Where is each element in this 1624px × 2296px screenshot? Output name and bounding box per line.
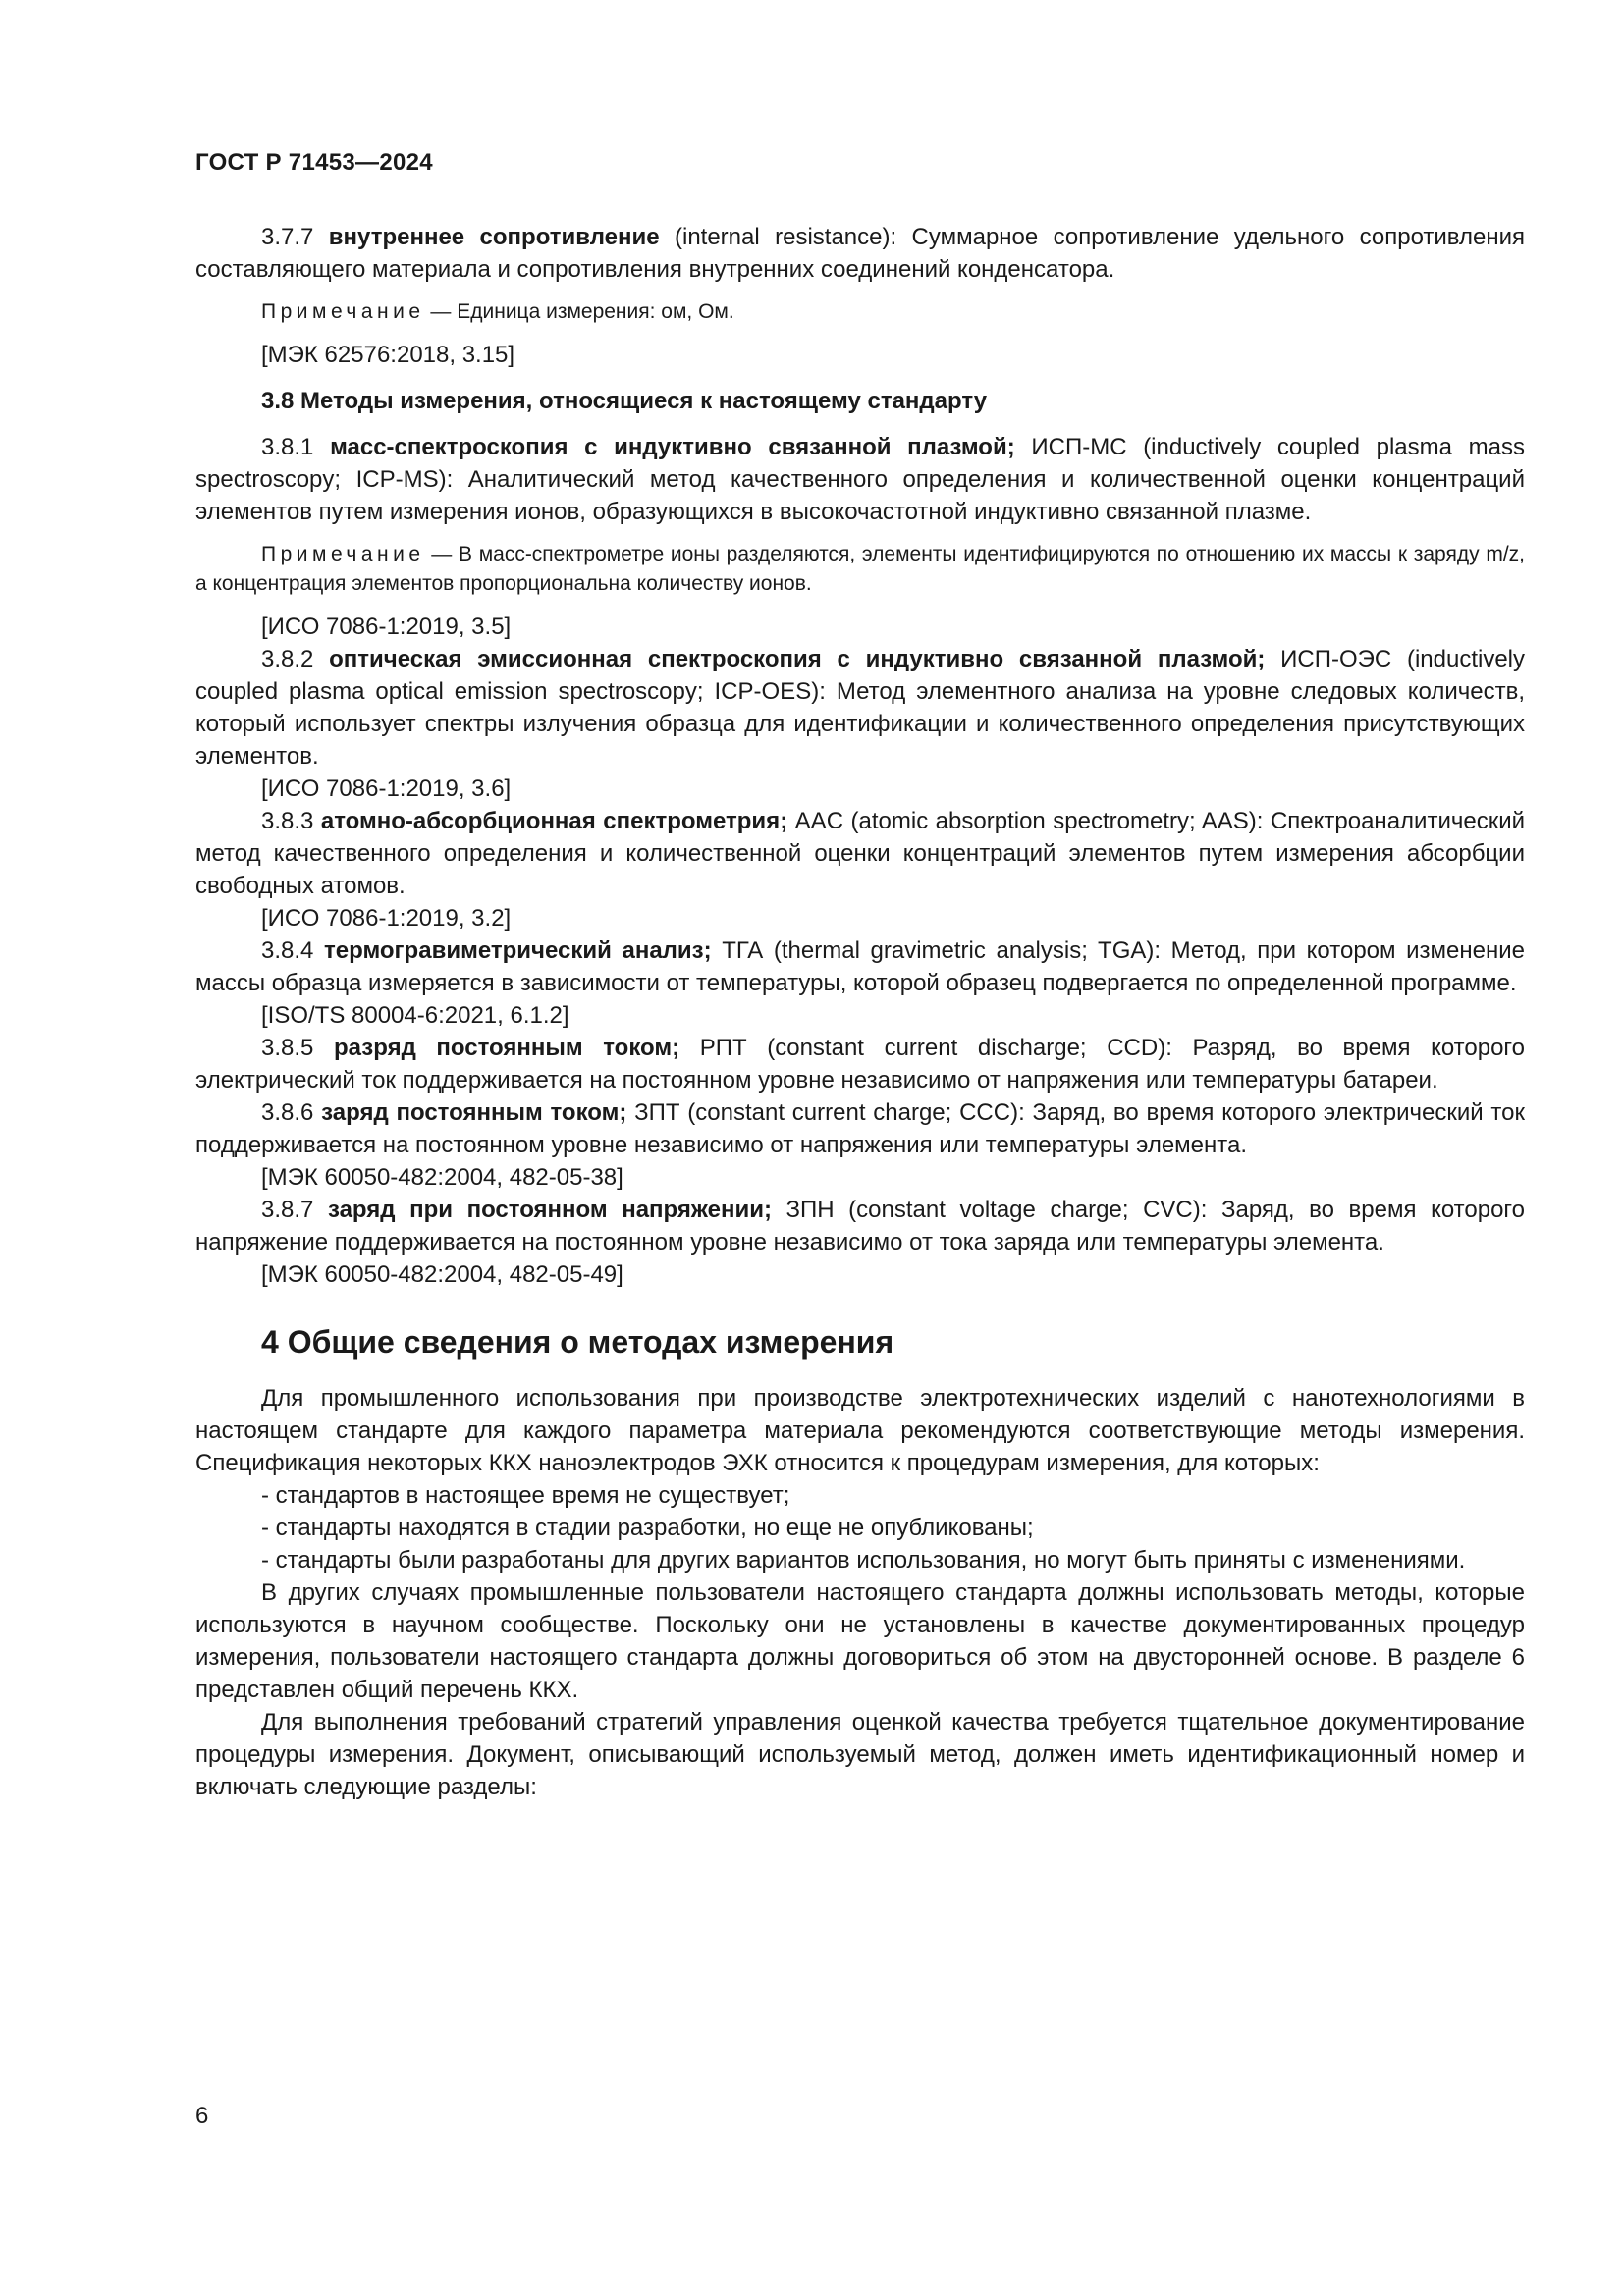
reference-3-8-6: [МЭК 60050-482:2004, 482-05-38]	[261, 1164, 623, 1191]
clause-3-8-1	[195, 431, 1525, 528]
clause-number: 3.7.7	[261, 224, 314, 250]
reference-3-7-7: [МЭК 62576:2018, 3.15]	[261, 342, 515, 368]
clause-3-8-5	[195, 1032, 1525, 1096]
reference-3-8-7: [МЭК 60050-482:2004, 482-05-49]	[261, 1261, 623, 1288]
clause-number: 3.8.7	[261, 1197, 314, 1223]
clause-number: 3.8.2	[261, 646, 314, 672]
note-units	[195, 297, 1525, 327]
note-label: Примечание	[261, 543, 425, 565]
term: атомно-абсорбционная спектрометрия;	[320, 808, 788, 834]
clause-number: 3.8.1	[261, 434, 314, 460]
reference-3-8-2: [ИСО 7086-1:2019, 3.6]	[261, 775, 512, 802]
clause-number: 3.8.4	[261, 937, 314, 964]
clause-3-8-6	[195, 1096, 1525, 1161]
list-item: - стандарты были разработаны для других вариантов использования, но могут быть приняты с изменениями.	[261, 1547, 1466, 1574]
term: заряд при постоянном напряжении;	[327, 1197, 772, 1223]
definition: AAC (atomic absorption spectrometry; AAS): Спектроаналитический метод качественного определения и количественной оценки концентраций элементов путем измерения абсорбции свободных атомов.	[195, 808, 1526, 899]
term: разряд постоянным током;	[334, 1035, 680, 1061]
term: оптическая эмиссионная спектроскопия с индуктивно связанной плазмой;	[329, 646, 1266, 672]
note-label: Примечание	[261, 300, 425, 323]
subsection-3-8-heading: 3.8 Методы измерения, относящиеся к настоящему стандарту	[261, 388, 988, 414]
list-item: - стандартов в настоящее время не существует;	[261, 1482, 790, 1509]
definition: РПТ (constant current discharge; CCD): Разряд, во время которого электрический ток поддерживается на постоянном уровне независимо от напряжения или температуры батареи.	[195, 1035, 1526, 1094]
section-4-paragraph-3: Для выполнения требований стратегий управления оценкой качества требуется тщательное документирование процедуры измерения. Документ, описывающий используемый метод, должен иметь идентификационный номер и включать следующие разделы:	[195, 1709, 1525, 1800]
note-mass-spectrometer	[195, 540, 1525, 599]
term: масс-спектроскопия с индуктивно связанной плазмой;	[330, 434, 1015, 460]
reference-3-8-1: [ИСО 7086-1:2019, 3.5]	[261, 614, 512, 640]
term: термогравиметрический анализ;	[324, 937, 712, 964]
section-4-paragraph-2: В других случаях промышленные пользователи настоящего стандарта должны использовать методы, которые используются в научном сообществе. Поскольку они не установлены в качестве документированных процедур измерения, пользователи настоящего стандарта должны договориться об этом на двусторонней основе. В разделе 6 представлен общий перечень ККХ.	[195, 1579, 1525, 1703]
clause-3-7-7	[195, 221, 1525, 286]
clause-3-8-2	[195, 643, 1525, 773]
definition: (internal resistance): Суммарное сопротивление удельного сопротивления составляющего материала и сопротивления внутренних соединений конденсатора.	[195, 224, 1526, 283]
document-body	[195, 221, 1525, 1803]
clause-3-8-4	[195, 934, 1525, 999]
definition: ЗПН (constant voltage charge; CVC): Заряд, во время которого напряжение поддерживается на постоянном уровне независимо от тока заряда или температуры элемента.	[195, 1197, 1526, 1255]
list-item: - стандарты находятся в стадии разработки, но еще не опубликованы;	[261, 1515, 1034, 1541]
page-number: 6	[195, 2103, 209, 2129]
document-header: ГОСТ Р 71453—2024	[195, 149, 433, 176]
note-text: — Единица измерения: ом, Ом.	[424, 300, 734, 323]
clause-3-8-7	[195, 1194, 1525, 1258]
clause-3-8-3	[195, 805, 1525, 902]
definition: ИСП-ОЭС (inductively coupled plasma optical emission spectroscopy; ICP-OES): Метод элементного анализа на уровне следовых количеств, который использует спектры излучения образца для идентификации и количественного определения присутствующих элементов.	[195, 646, 1526, 770]
section-4-heading: 4 Общие сведения о методах измерения	[261, 1324, 894, 1360]
clause-number: 3.8.6	[261, 1099, 314, 1126]
reference-3-8-3: [ИСО 7086-1:2019, 3.2]	[261, 905, 512, 932]
definition: ТГА (thermal gravimetric analysis; TGA): Метод, при котором изменение массы образца измеряется в зависимости от температуры, которой образец подвергается по определенной программе.	[195, 937, 1525, 996]
term: внутреннее сопротивление	[328, 224, 660, 250]
term: заряд постоянным током;	[321, 1099, 627, 1126]
definition: ЗПТ (constant current charge; CCC): Заряд, во время которого электрический ток поддерживается на постоянном уровне независимо от напряжения или температуры элемента.	[195, 1099, 1525, 1158]
reference-3-8-4: [ISO/TS 80004-6:2021, 6.1.2]	[261, 1002, 569, 1029]
definition: ИСП-МС (inductively coupled plasma mass spectroscopy; ICP-MS): Аналитический метод качественного определения и количественной оценки концентраций элементов путем измерения ионов, образующихся в высокочастотной индуктивно связанной плазме.	[195, 434, 1525, 525]
section-4-paragraph-1: Для промышленного использования при производстве электротехнических изделий с нанотехнологиями в настоящем стандарте для каждого параметра материала рекомендуются соответствующие методы измерения. Спецификация некоторых ККХ наноэлектродов ЭХК относится к процедурам измерения, для которых:	[195, 1385, 1525, 1476]
clause-number: 3.8.5	[261, 1035, 314, 1061]
note-text: — В масс-спектрометре ионы разделяются, элементы идентифицируются по отношению их массы к заряду m/z, а концентрация элементов пропорциональна количеству ионов.	[195, 543, 1525, 595]
clause-number: 3.8.3	[261, 808, 314, 834]
